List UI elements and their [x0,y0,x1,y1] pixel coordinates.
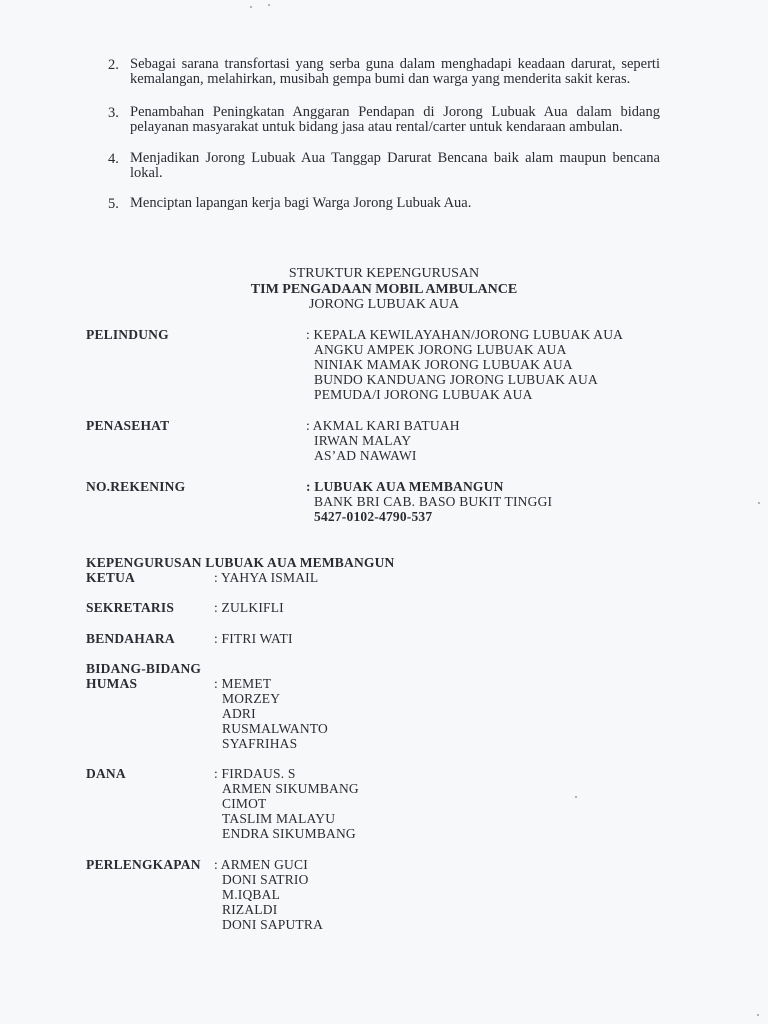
dana-label: DANA [86,766,126,781]
scan-speck [268,4,270,6]
sekretaris-label: SEKRETARIS [86,600,175,615]
list-item-number: 3. [108,105,119,121]
penasehat-label: PENASEHAT [86,418,170,433]
scan-speck [757,1014,759,1016]
dana-member: ENDRA SIKUMBANG [222,826,356,841]
ketua-value: : YAHYA ISMAIL [214,570,319,585]
perlengkapan-member: M.IQBAL [222,887,281,902]
humas-label: HUMAS [86,676,138,691]
kepengurusan-heading: KEPENGURUSAN LUBUAK AUA MEMBANGUN [86,555,395,570]
rekening-label: NO.REKENING [86,479,186,494]
dana-values [214,766,359,841]
scan-speck [250,6,252,8]
bendahara-value: : FITRI WATI [214,631,293,646]
structure-subtitle: TIM PENGADAAN MOBIL AMBULANCE [250,282,518,297]
pelindung-value: : KEPALA KEWILAYAHAN/JORONG LUBUAK AUA [306,327,624,342]
humas-member: MORZEY [222,691,281,706]
pelindung-value: ANGKU AMPEK JORONG LUBUAK AUA [314,342,567,357]
list-item-text: Menjadikan Jorong Lubuak Aua Tanggap Darurat Bencana baik alam maupun bencana lokal. [130,150,660,181]
structure-location: JORONG LUBUAK AUA [308,297,460,312]
pelindung-value: BUNDO KANDUANG JORONG LUBUAK AUA [314,372,598,387]
list-item-number: 4. [108,151,119,167]
scan-speck [575,796,577,798]
dana-member: : FIRDAUS. S [214,766,296,781]
humas-member: : MEMET [214,676,272,691]
humas-member: ADRI [222,706,256,721]
perlengkapan-member: DONI SATRIO [222,872,309,887]
dana-member: CIMOT [222,796,267,811]
list-item-number: 2. [108,57,119,73]
list-item-text: Penambahan Peningkatan Anggaran Pendapan di Jorong Lubuak Aua dalam bidang pelayanan masyarakat untuk bidang jasa atau rental/carter untuk kendaraan ambulan. [130,104,660,135]
perlengkapan-values [214,857,323,932]
sekretaris-value: : ZULKIFLI [214,600,284,615]
rekening-values [306,479,552,524]
bidang-label: BIDANG-BIDANG [86,661,202,676]
rekening-account-name: : LUBUAK AUA MEMBANGUN [306,479,504,494]
dana-member: TASLIM MALAYU [222,811,336,826]
list-item-text: Menciptan lapangan kerja bagi Warga Jorong Lubuak Aua. [130,195,472,211]
ketua-label: KETUA [86,570,136,585]
perlengkapan-member: DONI SAPUTRA [222,917,324,932]
perlengkapan-label: PERLENGKAPAN [86,857,201,872]
dana-member: ARMEN SIKUMBANG [222,781,359,796]
scan-speck [758,502,760,504]
pelindung-values [306,327,623,402]
penasehat-value: AS’AD NAWAWI [314,448,417,463]
perlengkapan-member: : ARMEN GUCI [214,857,308,872]
penasehat-value: IRWAN MALAY [314,433,412,448]
pelindung-label: PELINDUNG [86,327,169,342]
penasehat-value: : AKMAL KARI BATUAH [306,418,460,433]
list-item-text: Sebagai sarana transfortasi yang serba guna dalam menghadapi keadaan darurat, seperti kemalangan, melahirkan, musibah gempa bumi dan warga yang menderita sakit keras. [130,56,660,87]
penasehat-values [306,418,460,463]
rekening-number: 5427-0102-4790-537 [314,509,433,524]
humas-values [214,676,328,751]
structure-title: STRUKTUR KEPENGURUSAN [288,266,480,281]
pelindung-value: PEMUDA/I JORONG LUBUAK AUA [314,387,533,402]
list-item-number: 5. [108,196,119,212]
humas-member: RUSMALWANTO [222,721,328,736]
pelindung-value: NINIAK MAMAK JORONG LUBUAK AUA [314,357,573,372]
humas-member: SYAFRIHAS [222,736,298,751]
perlengkapan-member: RIZALDI [222,902,278,917]
rekening-bank: BANK BRI CAB. BASO BUKIT TINGGI [314,494,553,509]
bendahara-label: BENDAHARA [86,631,175,646]
